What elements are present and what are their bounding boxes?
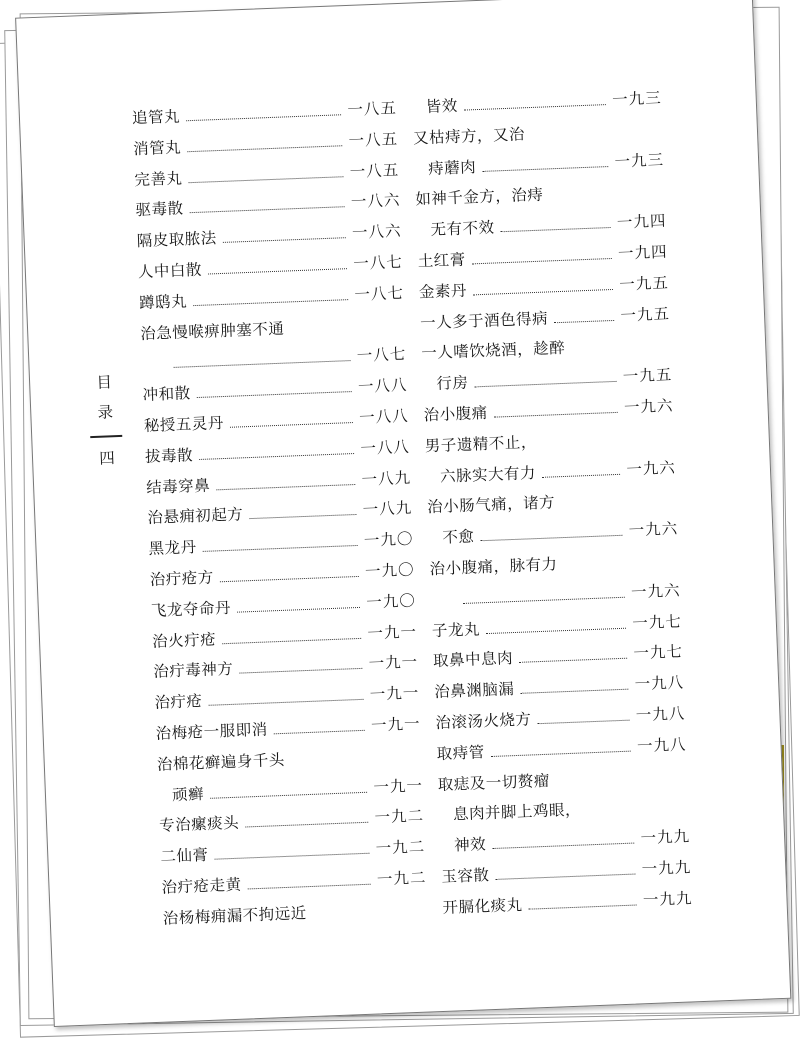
toc-entry-title: 飞龙夺命丹 [150, 598, 232, 620]
toc-entry-title: 痔蘑肉 [427, 157, 477, 178]
toc-entry-page: 一九六 [623, 396, 674, 417]
toc-entry-page: 一九二 [376, 868, 427, 889]
toc-entry-page: 一九八 [636, 735, 687, 756]
dot-leader [245, 822, 368, 828]
dot-leader [209, 699, 364, 706]
dot-leader [475, 381, 617, 387]
toc-entry-title: 息肉并脚上鸡眼， [452, 800, 582, 824]
toc-entry-page: 一九二 [375, 837, 426, 858]
toc-entry-page: 一九三 [611, 88, 663, 109]
toc-entry-title: 隔皮取脓法 [136, 229, 218, 251]
toc-entry-title: 神效 [453, 835, 487, 855]
toc-entry-title: 追管丸 [131, 107, 181, 128]
toc-entry-page: 一八八 [357, 376, 408, 396]
toc-entry-title: 蹲鸱丸 [138, 292, 188, 312]
dot-leader [472, 258, 612, 264]
toc-entry-title: 结毒穿鼻 [145, 476, 211, 497]
dot-leader [216, 484, 355, 490]
dot-leader [220, 576, 359, 582]
toc-page [15, 0, 791, 1027]
toc-entry-page: 一九五 [618, 273, 670, 294]
toc-entry-title: 又枯痔方，又治 [412, 125, 526, 148]
toc-entry-title: 完善丸 [134, 169, 183, 189]
toc-entry-page: 一九七 [633, 642, 684, 663]
toc-entry-page: 一九一 [370, 714, 421, 735]
toc-entry-page: 一九四 [616, 212, 667, 232]
toc-entry-title: 治鼻渊脑漏 [433, 680, 515, 702]
dot-leader [554, 320, 614, 323]
toc-entry-page: 一九九 [641, 858, 692, 879]
toc-entry-page: 一八九 [361, 468, 412, 489]
toc-entry-page: 一八九 [362, 499, 413, 520]
toc-entry-title: 取鼻中息肉 [432, 649, 514, 671]
dot-leader [208, 268, 347, 274]
dot-leader [189, 176, 344, 183]
toc-entry-page: 一八六 [351, 222, 402, 243]
side-header-rule [90, 435, 122, 438]
toc-entry-title: 治疔疮 [154, 692, 203, 713]
toc-entry-page: 一八七 [352, 253, 404, 273]
toc-entry-page: 一八八 [358, 406, 410, 427]
dot-leader [248, 884, 371, 890]
toc-entry-title: 专治瘰痰头 [158, 814, 240, 836]
dot-leader [501, 227, 611, 232]
toc-entry-title: 治急慢喉痹肿塞不通 [139, 319, 285, 343]
toc-entry-page: 一九〇 [365, 591, 417, 612]
toc-entry-title: 冲和散 [142, 384, 192, 405]
toc-entry-page: 一九六 [630, 581, 681, 602]
toc-entry-page: 一八七 [356, 345, 407, 366]
dot-leader [542, 473, 620, 477]
dot-leader [222, 637, 361, 643]
dot-leader [491, 750, 631, 756]
toc-entry-title: 一人嗜饮烧酒，趁醉 [420, 339, 566, 363]
toc-entry-title: 顽癣 [171, 784, 205, 804]
toc-entry-page: 一九一 [367, 622, 418, 643]
toc-entry-page: 一九一 [373, 776, 424, 797]
toc-entry-title: 治滚汤火烧方 [435, 710, 532, 733]
toc-entry-title: 子龙丸 [431, 619, 481, 640]
toc-entry-page: 一九三 [614, 150, 665, 171]
toc-entry-page: 一九四 [617, 242, 668, 263]
toc-entry-page: 一九九 [640, 827, 691, 848]
toc-entry-title: 男子遗精不止， [424, 432, 538, 456]
dot-leader [538, 720, 630, 725]
toc-entry-title: 无有不效 [430, 218, 495, 240]
dot-leader [203, 545, 358, 552]
toc-left-column [132, 96, 429, 937]
toc-entry-title: 治棉花癣遍身千头 [156, 750, 286, 774]
dot-leader [199, 453, 354, 460]
toc-entry-title: 不愈 [442, 527, 475, 547]
dot-leader [190, 207, 345, 214]
toc-entry-title: 人中白散 [137, 260, 203, 282]
dot-leader [520, 689, 628, 694]
dot-leader [250, 514, 357, 519]
dot-leader [237, 607, 360, 613]
toc-entry-title: 治小肠气痛，诸方 [426, 493, 556, 517]
toc-entry-title: 金素丹 [418, 281, 468, 302]
toc-entry-title: 取痣及一切赘瘤 [437, 771, 551, 794]
toc-entry-title: 皆效 [425, 96, 459, 117]
toc-entry-page: 一八五 [347, 99, 398, 120]
toc-entry-title: 治疔疮方 [149, 568, 215, 589]
toc-entry-title: 消管丸 [132, 138, 182, 159]
dot-leader [463, 596, 625, 603]
dot-leader [174, 360, 351, 368]
dot-leader [186, 114, 341, 121]
toc-entry-page: 一九一 [368, 653, 419, 673]
toc-entry-title: 玉容散 [441, 866, 490, 886]
toc-entry-title: 取痔管 [436, 742, 485, 763]
dot-leader [529, 904, 637, 909]
toc-entry-page: 一八五 [349, 160, 400, 181]
toc-entry-title: 土红膏 [417, 250, 467, 271]
dot-leader [481, 535, 623, 541]
side-header [86, 367, 126, 474]
toc-entry-title: 驱毒散 [135, 199, 184, 220]
toc-entry-title: 二仙膏 [160, 846, 209, 866]
toc-entry-title: 治疔毒神方 [152, 660, 234, 682]
toc-entry-page: 一九〇 [363, 529, 414, 550]
toc-entry-page: 一九六 [626, 458, 677, 479]
dot-leader [482, 166, 608, 172]
toc-entry-title: 治梅疮一服即消 [155, 720, 268, 743]
toc-entry-page: 一九五 [622, 365, 673, 386]
toc-entry-title: 治杨梅痈漏不拘远近 [162, 903, 308, 928]
dot-leader [496, 873, 636, 879]
dot-leader [473, 289, 613, 295]
toc-entry-title: 行房 [436, 373, 469, 393]
toc-entry-title: 一人多于酒色得病 [419, 309, 549, 332]
toc-entry-page: 一八八 [360, 437, 411, 458]
toc-entry-page: 一九五 [620, 304, 671, 325]
toc-right-column [411, 86, 693, 926]
toc-entry-page: 一八五 [348, 129, 399, 150]
toc-entry-page: 一八六 [350, 191, 401, 212]
toc-entry-title: 开膈化痰丸 [442, 895, 523, 917]
toc-entry-title: 治火疔疮 [151, 630, 217, 651]
toc-entry-title: 治小腹痛，脉有力 [429, 555, 558, 579]
dot-leader [519, 658, 627, 663]
toc-entry-page: 一九八 [634, 673, 685, 694]
dot-leader [230, 422, 353, 428]
toc-entry-page: 一九〇 [364, 560, 415, 581]
toc-entry-page: 一九一 [369, 683, 420, 704]
toc-entry-page: 一九七 [631, 612, 683, 633]
toc-entry-title: 治疔疮走黄 [161, 875, 242, 897]
dot-leader [223, 237, 346, 243]
dot-leader [215, 853, 370, 860]
toc-entry-title: 六脉实大有力 [439, 463, 537, 486]
toc-entry-page: 一九二 [374, 806, 425, 827]
toc-entry-page: 一八七 [354, 283, 405, 304]
dot-leader [197, 391, 352, 398]
dot-leader [464, 104, 606, 110]
toc-entry-page: 一九六 [628, 519, 679, 540]
dot-leader [239, 668, 362, 674]
dot-leader [193, 299, 348, 306]
dot-leader [274, 730, 365, 735]
dot-leader [492, 843, 634, 849]
side-header-char: 录 [97, 403, 114, 422]
toc-entry-title: 治小腹痛 [423, 403, 488, 425]
page-number: 四 [98, 449, 116, 468]
dot-leader [187, 145, 342, 152]
toc-entry-title: 治悬痈初起方 [147, 505, 244, 528]
dot-leader [210, 791, 367, 798]
toc-entry-title: 黑龙丹 [148, 538, 197, 559]
dot-leader [486, 627, 626, 633]
side-header-char: 目 [96, 373, 113, 392]
dot-leader [494, 412, 618, 418]
toc-entry-title: 秘授五灵丹 [143, 413, 225, 436]
toc-entry-title: 如神千金方，治痔 [415, 185, 544, 209]
toc-entry-page: 一九九 [642, 889, 693, 909]
toc-entry-page: 一九八 [635, 704, 686, 725]
toc-entry-title: 拔毒散 [144, 445, 194, 466]
